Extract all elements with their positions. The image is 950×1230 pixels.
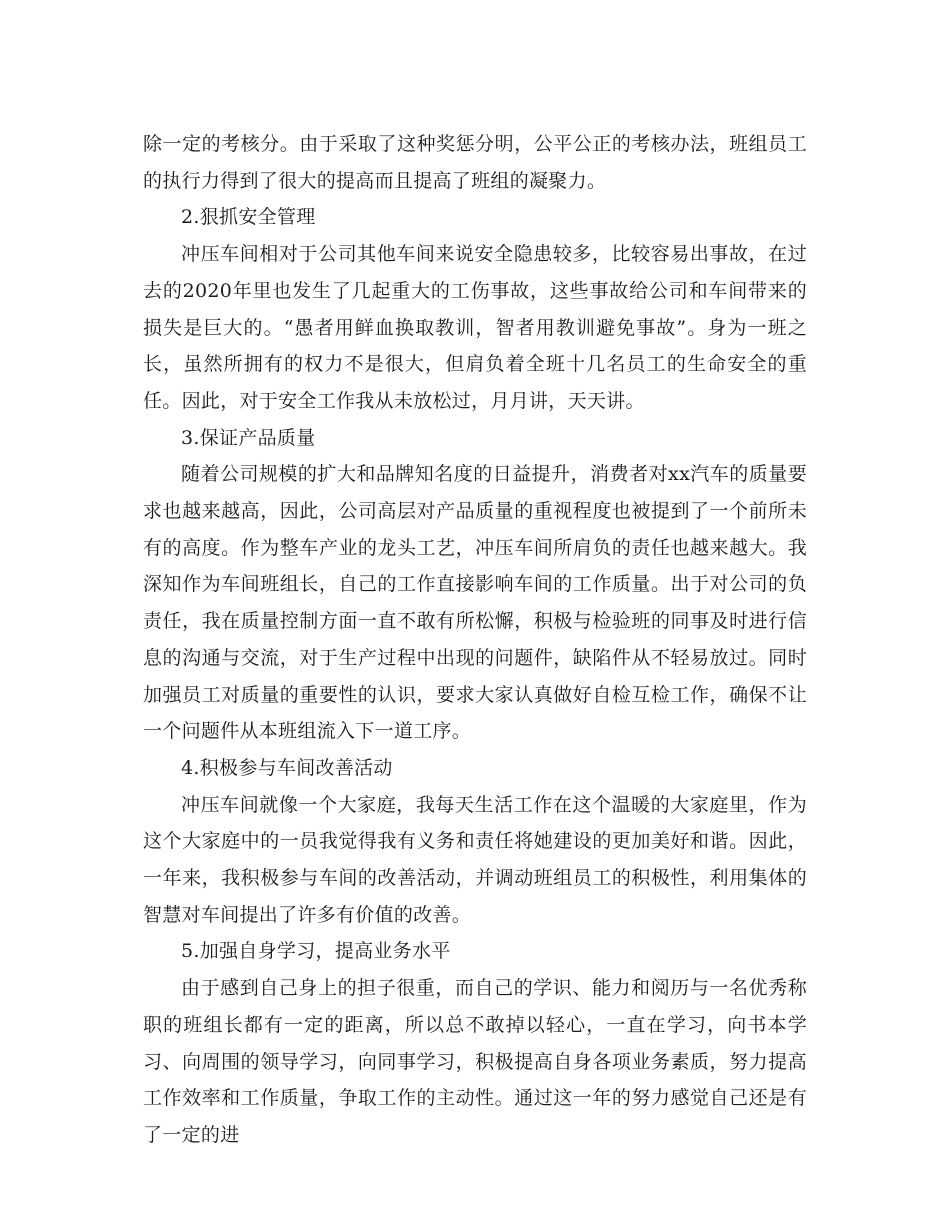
section-heading-safety: 2.狠抓安全管理 [181, 206, 316, 229]
paragraph-learning: 由于感到自己身上的担子很重，而自己的学识、能力和阅历与一名优秀称职的班组长都有一定的距离，所以总不敢掉以轻心，一直在学习，向书本学习、向周围的领导学习，向同事学习，积极提高自身各项业务素质，努力提高工作效率和工作质量，争取工作的主动性。通过这一年的努力感觉自己还是有了一定的进 [143, 977, 807, 1146]
paragraph-assessment-continued: 除一定的考核分。由于采取了这种奖惩分明，公平公正的考核办法，班组员工的执行力得到了很大的提高而且提高了班组的凝聚力。 [143, 133, 807, 192]
paragraph-safety: 冲压车间相对于公司其他车间来说安全隐患较多，比较容易出事故，在过去的2020年里也发生了几起重大的工伤事故，这些事故给公司和车间带来的损失是巨大的。“愚者用鲜血换取教训，智者用教训避免事故”。身为一班之长，虽然所拥有的权力不是很大，但肩负着全班十几名员工的生命安全的重任。因此，对于安全工作我从未放松过，月月讲，天天讲。 [143, 243, 807, 412]
document-body [143, 126, 807, 1154]
section-heading-improvement: 4.积极参与车间改善活动 [181, 756, 393, 779]
paragraph-improvement: 冲压车间就像一个大家庭，我每天生活工作在这个温暖的大家庭里，作为这个大家庭中的一员我觉得我有义务和责任将她建设的更加美好和谐。因此，一年来，我积极参与车间的改善活动，并调动班组员工的积极性，利用集体的智慧对车间提出了许多有价值的改善。 [143, 793, 807, 926]
paragraph-quality: 随着公司规模的扩大和品牌知名度的日益提升，消费者对xx汽车的质量要求也越来越高，因此，公司高层对产品质量的重视程度也被提到了一个前所未有的高度。作为整车产业的龙头工艺，冲压车间所肩负的责任也越来越大。我深知作为车间班组长，自己的工作直接影响车间的工作质量。出于对公司的负责任，我在质量控制方面一直不敢有所松懈，积极与检验班的同事及时进行信息的沟通与交流，对于生产过程中出现的问题件，缺陷件从不轻易放过。同时加强员工对质量的重要性的认识，要求大家认真做好自检互检工作，确保不让一个问题件从本班组流入下一道工序。 [143, 463, 807, 743]
section-heading-learning: 5.加强自身学习，提高业务水平 [181, 940, 451, 963]
section-heading-quality: 3.保证产品质量 [181, 426, 316, 449]
